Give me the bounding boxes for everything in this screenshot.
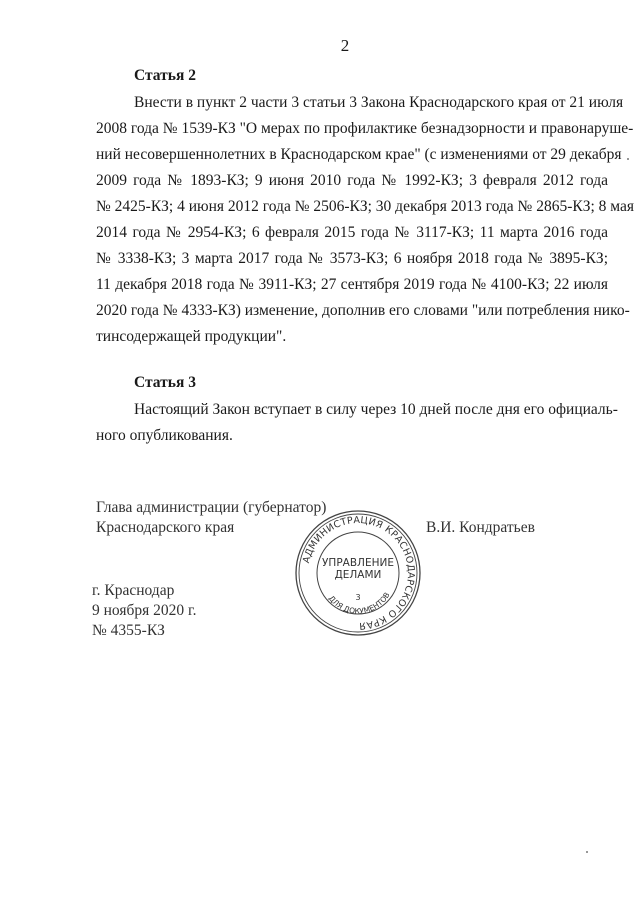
article-2-line: 2020 года № 4333-КЗ) изменение, дополнив его словами "или потребления нико-: [96, 302, 630, 319]
signatory-name: В.И. Кондратьев: [426, 519, 535, 536]
seal-inner-bottom: ДЕЛАМИ: [334, 569, 382, 581]
article-2-line: ний несовершеннолетних в Краснодарском крае" (с изменениями от 29 декабря: [96, 146, 622, 163]
article-2-line: тинсодержащей продукции".: [96, 328, 287, 345]
signatory-position-line: Глава администрации (губернатор): [96, 499, 327, 516]
article-3-line: Настоящий Закон вступает в силу через 10 дней после дня его официаль-: [134, 401, 618, 418]
article-2-line: 2014 года № 2954-КЗ; 6 февраля 2015 года № 3117-КЗ; 11 марта 2016 года: [96, 224, 608, 241]
seal-outer-text: АДМИНИСТРАЦИЯ КРАСНОДАРСКОГО КРАЯ: [301, 514, 417, 632]
seal-inner-number: 3: [355, 593, 361, 602]
signatory-position: [96, 498, 326, 538]
official-seal: [293, 508, 423, 638]
page-number: 2: [340, 36, 350, 55]
article-2-line: 2008 года № 1539-КЗ "О мерах по профилактике безнадзорности и правонаруше-: [96, 120, 634, 137]
issue-city: г. Краснодар: [92, 582, 175, 599]
issue-details: [92, 581, 197, 641]
law-number: № 4355-КЗ: [92, 622, 165, 639]
article-2-line: № 2425-КЗ; 4 июня 2012 года № 2506-КЗ; 30 декабря 2013 года № 2865-КЗ; 8 мая: [96, 198, 635, 215]
article-2-line: 2009 года № 1893-КЗ; 9 июня 2010 года № 1992-КЗ; 3 февраля 2012 года: [96, 172, 608, 189]
article-2-line: 11 декабря 2018 года № 3911-КЗ; 27 сентября 2019 года № 4100-КЗ; 22 июля: [96, 276, 608, 293]
article-3-heading: Статья 3: [134, 374, 196, 391]
article-3-line: ного опубликования.: [96, 427, 233, 444]
scan-speck: [586, 851, 588, 853]
article-2-line: № 3338-КЗ; 3 марта 2017 года № 3573-КЗ; 6 ноября 2018 года № 3895-КЗ;: [96, 250, 608, 267]
article-2-line: Внести в пункт 2 части 3 статьи 3 Закона Краснодарского края от 21 июля: [134, 94, 624, 111]
article-2-body: [96, 90, 635, 350]
issue-date: 9 ноября 2020 г.: [92, 602, 197, 619]
article-3-body: [96, 397, 618, 449]
seal-inner-top: УПРАВЛЕНИЕ: [322, 557, 394, 569]
scan-speck: [627, 158, 629, 160]
signatory-position-line: Краснодарского края: [96, 519, 235, 536]
seal-inner-arc: ДЛЯ ДОКУМЕНТОВ: [326, 590, 392, 616]
article-2-heading: Статья 2: [134, 67, 196, 84]
